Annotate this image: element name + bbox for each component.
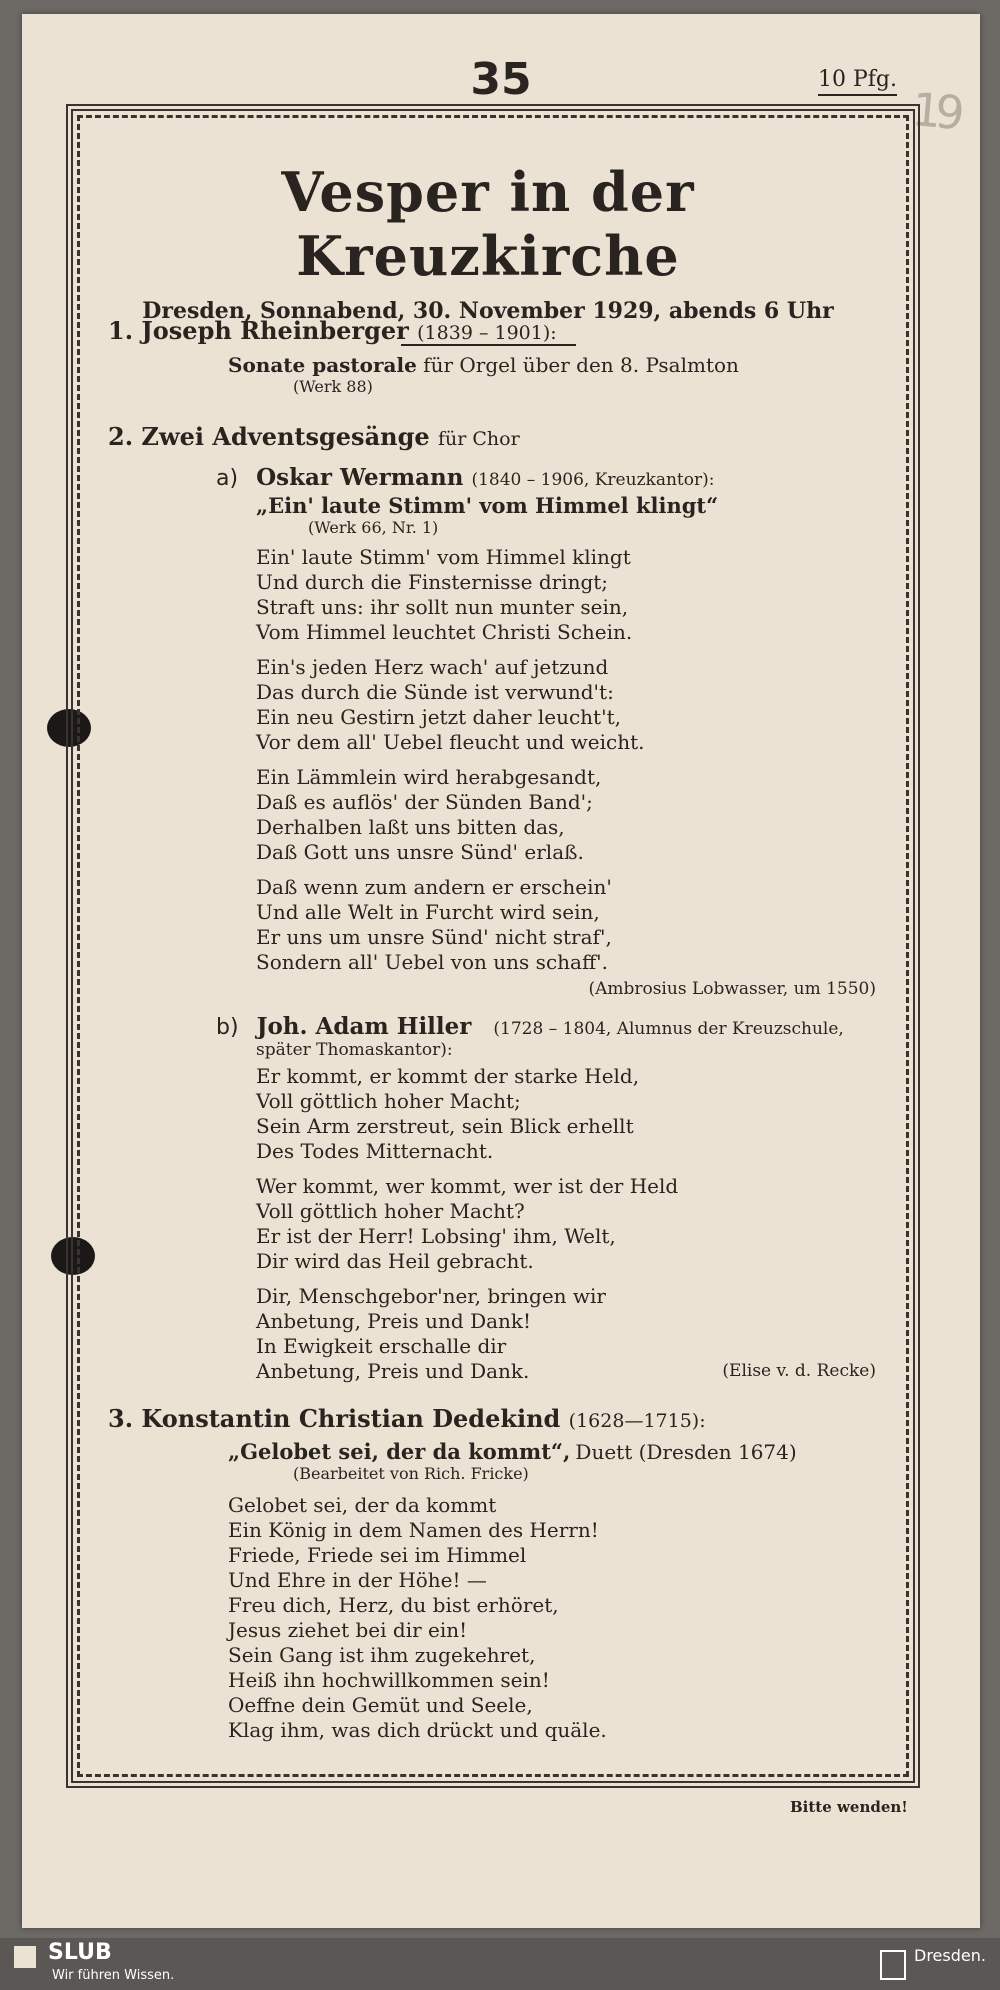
composer-dates: (1728 – 1804, Alumnus der Kreuzschule, <box>493 1019 844 1039</box>
footer-bar <box>0 1938 1000 1990</box>
composer-name: Joseph Rheinberger <box>141 316 409 345</box>
program-subitem-b <box>216 1013 876 1384</box>
work-title: „Gelobet sei, der da kommt“, <box>228 1439 571 1464</box>
composer-dates: (1628—1715): <box>568 1410 706 1432</box>
page-number: 35 <box>470 54 532 105</box>
composer-name: Oskar Wermann <box>256 464 464 491</box>
stanza: Ein Lämmlein wird herabgesandt, Daß es auflös' der Sünden Band'; Derhalben laßt uns bitten das, Daß Gott uns unsre Sünd' erlaß. <box>256 765 602 864</box>
section-heading: Zwei Adventsgesänge <box>141 422 430 451</box>
item-number: 3. <box>108 1404 134 1433</box>
program-subitem-a <box>216 464 876 999</box>
stanza: Daß wenn zum andern er erschein' Und alle Welt in Furcht wird sein, Er uns um unsre Sünd' nicht straf', Sondern all' Uebel von uns schaff'. <box>256 875 612 974</box>
stanza: Dir, Menschgebor'ner, bringen wir Anbetung, Preis und Dank! In Ewigkeit erschalle dir Anbetung, Preis und Dank. (Elise v. d. Recke) <box>256 1284 876 1383</box>
stanza: Wer kommt, wer kommt, wer ist der Held Voll göttlich hoher Macht? Er ist der Herr! Lobsing' ihm, Welt, Dir wird das Heil gebracht. <box>256 1174 679 1273</box>
program-item-2 <box>108 422 868 451</box>
program-item-3 <box>108 1404 868 1743</box>
item-number: 1. <box>108 316 134 345</box>
dresden-logo[interactable]: Dresden. <box>914 1946 986 1965</box>
subitem-label: b) <box>216 1015 239 1040</box>
stanza: Ein's jeden Herz wach' auf jetzund Das durch die Sünde ist verwund't: Ein neu Gestirn jetzt daher leucht't, Vor dem all' Uebel fleucht und weicht. <box>256 655 645 754</box>
dresden-crest-icon <box>880 1950 906 1980</box>
composer-name: Joh. Adam Hiller <box>256 1013 472 1040</box>
price-label: 10 Pfg. <box>818 68 897 96</box>
subitem-label: a) <box>216 466 239 491</box>
arranger-credit: (Bearbeitet von Rich. Fricke) <box>293 1464 529 1483</box>
item-number: 2. <box>108 422 134 451</box>
composer-dates: (1839 – 1901): <box>417 322 557 344</box>
composer-dates: (1840 – 1906, Kreuzkantor): <box>471 470 715 490</box>
library-tagline: Wir führen Wissen. <box>52 1968 175 1983</box>
pencil-annotation: 19 <box>909 82 961 140</box>
lyrics: Gelobet sei, der da kommt Ein König in dem Namen des Herrn! Friede, Friede sei im Himmel Und Ehre in der Höhe! — Freu dich, Herz, du bist erhöret, Jesus ziehet bei dir ein! Sein Gang ist ihm zugekehret, Heiß ihn hochwillkommen sein! Oeffne dein Gemüt und Seele, Klag ihm, was dich drückt und quäle. <box>228 1493 607 1742</box>
composer-dates-cont: später Thomaskantor): <box>256 1040 453 1060</box>
work-detail: für Orgel über den 8. Psalmton <box>423 353 739 377</box>
work-detail: Duett (Dresden 1674) <box>575 1440 797 1464</box>
work-title: Sonate pastorale <box>228 353 417 377</box>
composer-name: Konstantin Christian Dedekind <box>141 1404 561 1433</box>
lyricist-credit: (Elise v. d. Recke) <box>722 1361 876 1381</box>
event-date: Dresden, Sonnabend, 30. November 1929, abends 6 Uhr <box>142 298 834 324</box>
program-content <box>108 160 876 1742</box>
work-title: „Ein' laute Stimm' vom Himmel klingt“ <box>256 493 719 518</box>
opus: (Werk 66, Nr. 1) <box>308 518 439 537</box>
turn-page-note: Bitte wenden! <box>790 1798 908 1816</box>
program-item-1 <box>108 316 868 396</box>
heading-detail: für Chor <box>437 428 520 450</box>
slub-logo-icon <box>14 1946 36 1968</box>
opus: (Werk 88) <box>293 377 373 396</box>
library-name: SLUB <box>48 1940 112 1965</box>
lyricist-credit: (Ambrosius Lobwasser, um 1550) <box>588 979 876 999</box>
stanza: Ein' laute Stimm' vom Himmel klingt Und durch die Finsternisse dringt; Straft uns: ihr sollt nun munter sein, Vom Himmel leuchtet Christi Schein. <box>256 545 633 644</box>
page-title: Vesper in der Kreuzkirche <box>281 160 695 288</box>
stanza: Er kommt, er kommt der starke Held, Voll göttlich hoher Macht; Sein Arm zerstreut, sein Blick erhellt Des Todes Mitternacht. <box>256 1064 640 1163</box>
